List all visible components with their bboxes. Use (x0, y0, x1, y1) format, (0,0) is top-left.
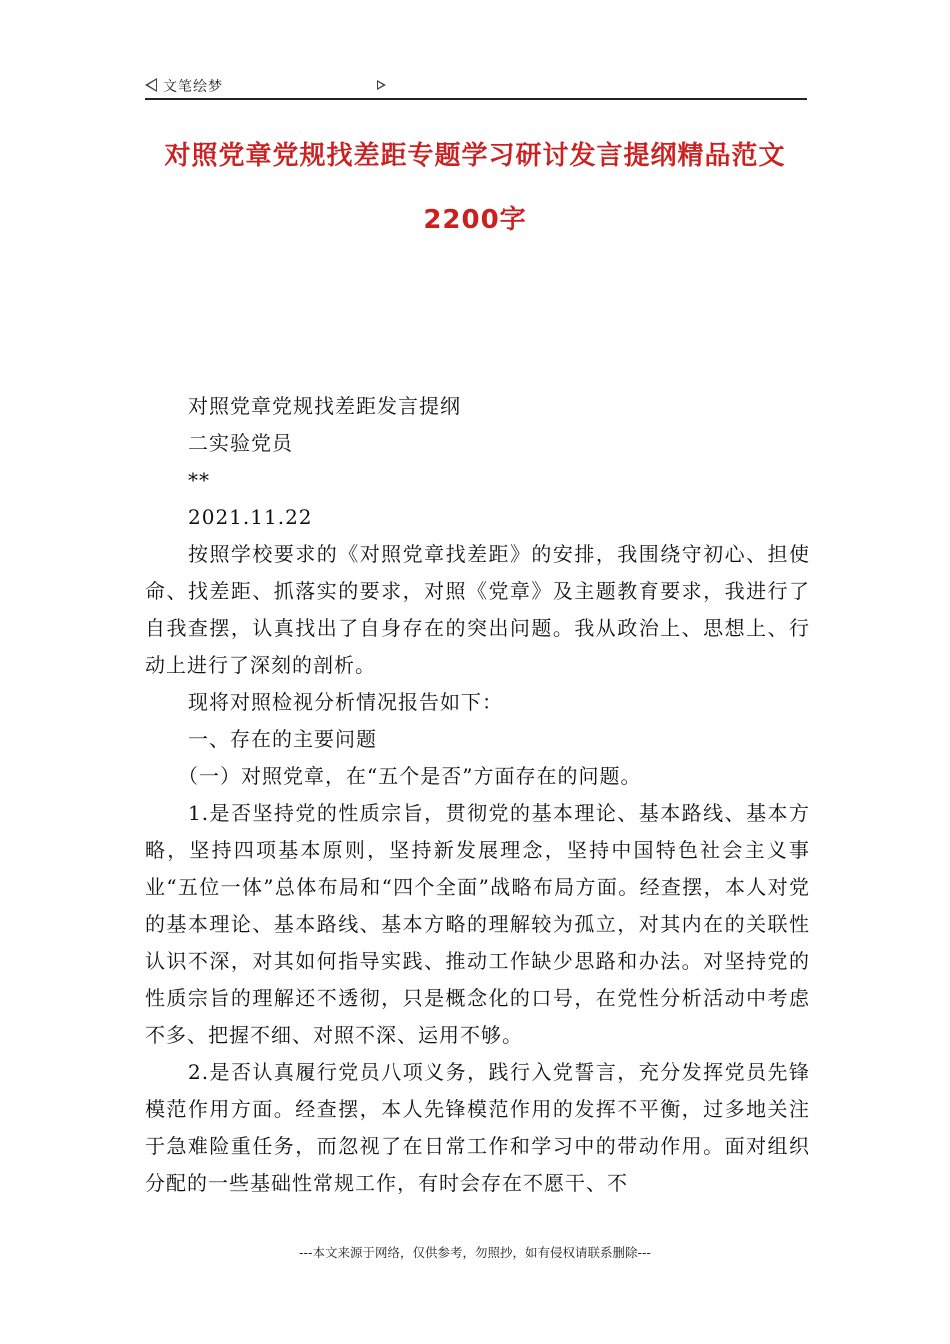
date-line: 2021.11.22 (188, 505, 313, 529)
author-line: ** (188, 468, 210, 492)
document-title: 对照党章党规找差距专题学习研讨发言提纲精品范文2200字 (164, 141, 786, 235)
brand-label: 文笔绘梦 (163, 79, 223, 95)
triangle-left-icon (145, 78, 157, 92)
subtitle: 对照党章党规找差距发言提纲 (188, 394, 461, 418)
subsection-heading: （一）对照党章，在“五个是否”方面存在的问题。 (178, 764, 642, 788)
paragraph: 2.是否认真履行党员八项义务，践行入党誓言，充分发挥党员先锋模范作用方面。经查摆，本人先锋模范作用的发挥不平衡，过多地关注于急难险重任务，而忽视了在日常工作和学习中的带动作用。面对组织分配的一些基础性常规工作，有时会存在不愿干、不 (145, 1060, 810, 1195)
paragraph: 现将对照检视分析情况报告如下： (188, 690, 503, 714)
footer-notice: ---本文来源于网络，仅供参考，勿照抄，如有侵权请联系删除--- (298, 1245, 652, 1260)
triangle-right-icon (377, 80, 386, 90)
paragraph: 按照学校要求的《对照党章找差距》的安排，我围绕守初心、担使命、找差距、抓落实的要求，对照《党章》及主题教育要求，我进行了自我查摆，认真找出了自身存在的突出问题。我从政治上、思想上、行动上进行了深刻的剖析。 (145, 542, 810, 677)
paragraph: 1.是否坚持党的性质宗旨，贯彻党的基本理论、基本路线、基本方略，坚持四项基本原则，坚持新发展理念，坚持中国特色社会主义事业“五位一体”总体布局和“四个全面”战略布局方面。经查摆，本人对党的基本理论、基本路线、基本方略的理解较为孤立，对其内在的关联性认识不深，对其如何指导实践、推动工作缺少思路和办法。对坚持党的性质宗旨的理解还不透彻，只是概念化的口号，在党性分析活动中考虑不多、把握不细、对照不深、运用不够。 (145, 801, 810, 1047)
branch-line: 二实验党员 (188, 431, 293, 455)
page-header (145, 74, 807, 100)
document-body (145, 388, 810, 1202)
section-heading: 一、存在的主要问题 (188, 727, 377, 751)
